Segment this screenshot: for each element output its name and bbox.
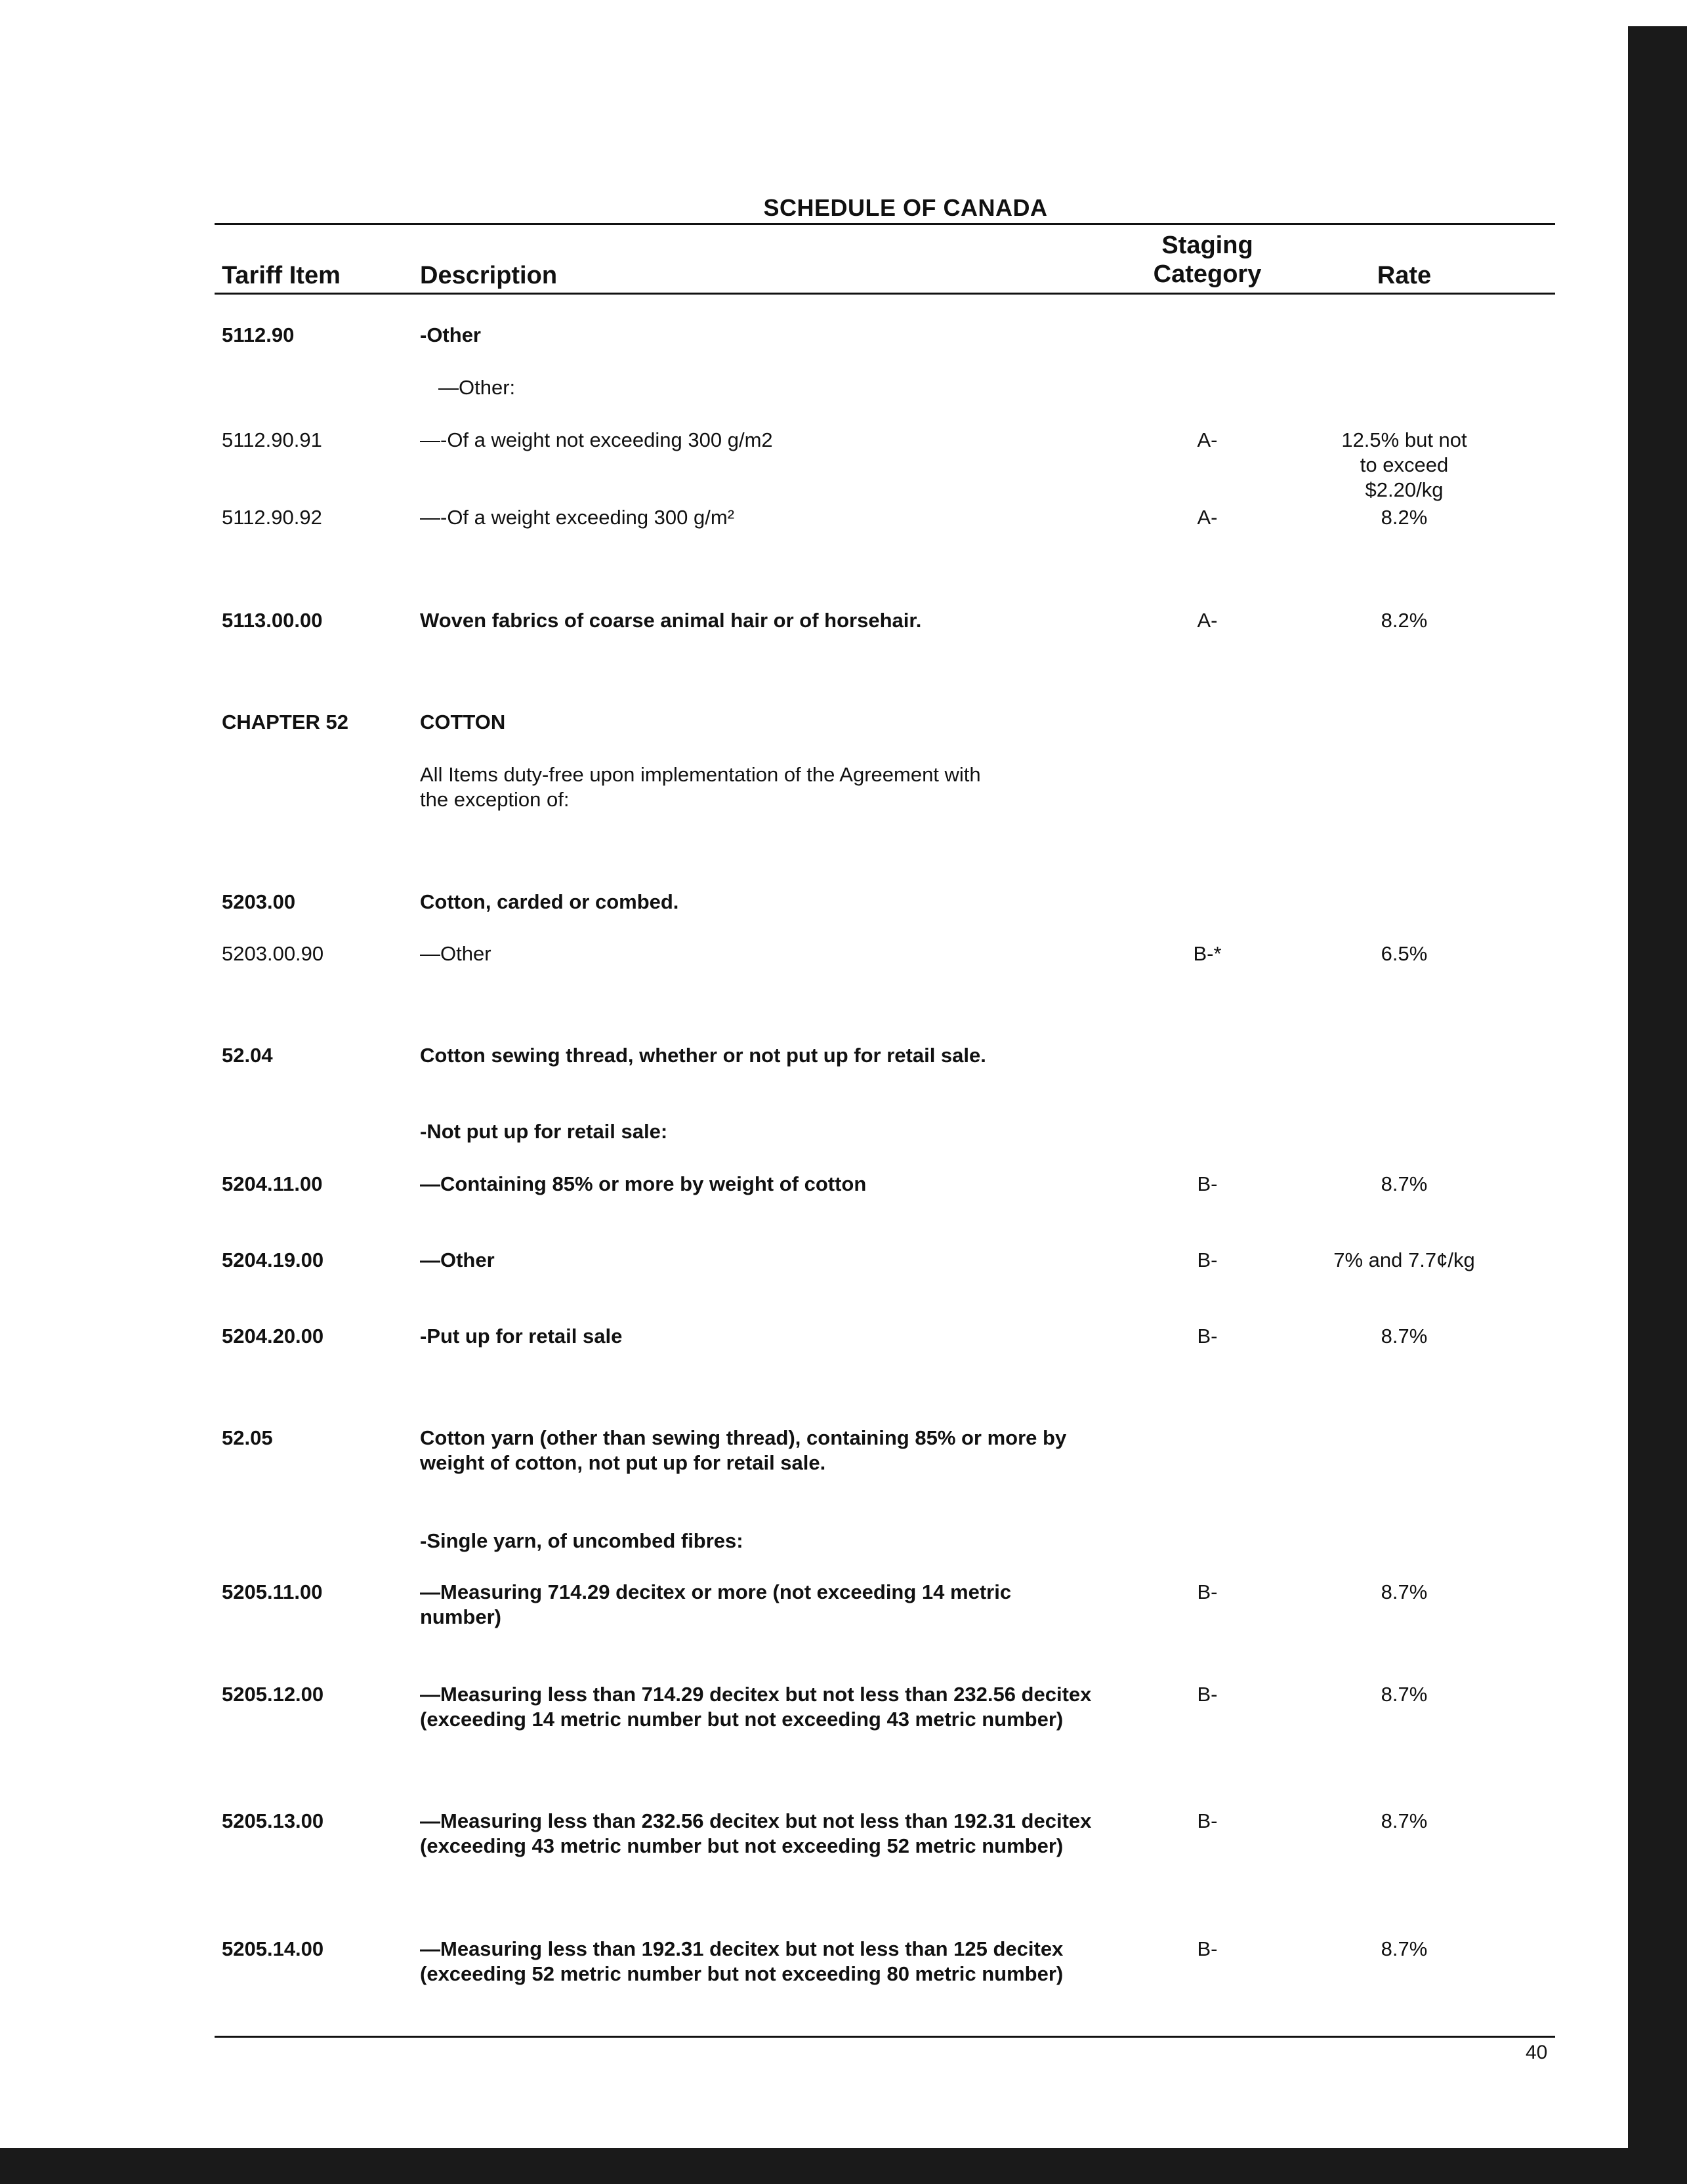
row-8-rate: 6.5% [1381,942,1428,965]
row-12-desc: —Other [420,1248,495,1271]
row-18-desc: —Measuring less than 232.56 decitex but not less than 192.31 decitex (exceeding 43 metric number but not exceeding 52 metric number) [420,1809,1092,1857]
row-1-desc: —Other: [438,376,516,399]
row-5-item: CHAPTER 52 [222,711,348,733]
row-17-desc: —Measuring less than 714.29 decitex but not less than 232.56 decitex (exceeding 14 metric number but not exceeding 43 metric number) [420,1683,1092,1731]
row-18-rate: 8.7% [1381,1809,1428,1832]
row-16-rate: 8.7% [1381,1580,1428,1603]
row-8-desc: —Other [420,942,491,965]
row-12-item: 5204.19.00 [222,1248,324,1271]
header-staging-category: Staging Category [1153,232,1262,288]
row-10-desc: -Not put up for retail sale: [420,1120,668,1143]
row-11-rate: 8.7% [1381,1172,1428,1195]
row-11-stage: B- [1197,1172,1218,1195]
row-17-stage: B- [1197,1683,1218,1706]
row-8-stage: B-* [1193,942,1222,965]
row-3-desc: —-Of a weight exceeding 300 g/m² [420,506,735,529]
row-0-item: 5112.90 [222,323,295,346]
row-2-stage: A- [1197,428,1218,451]
row-16-desc: —Measuring 714.29 decitex or more (not exceeding 14 metric number) [420,1580,1012,1628]
row-19-item: 5205.14.00 [222,1937,324,1960]
page-title: SCHEDULE OF CANADA [763,194,1048,221]
row-2-item: 5112.90.91 [222,428,322,451]
row-4-stage: A- [1197,609,1218,632]
row-19-rate: 8.7% [1381,1937,1428,1960]
row-4-item: 5113.00.00 [222,609,323,632]
header-rate: Rate [1377,262,1432,289]
row-15-desc: -Single yarn, of uncombed fibres: [420,1529,743,1552]
top-rule [215,223,1555,225]
row-19-stage: B- [1197,1937,1218,1960]
row-14-desc: Cotton yarn (other than sewing thread), containing 85% or more by weight of cotton, not put up for retail sale. [420,1426,1067,1474]
scan-edge-right [1628,26,1687,2158]
scan-edge-bottom [0,2148,1687,2184]
row-17-item: 5205.12.00 [222,1683,324,1706]
row-3-stage: A- [1197,506,1218,529]
row-13-item: 5204.20.00 [222,1325,324,1348]
row-18-item: 5205.13.00 [222,1809,324,1832]
row-7-desc: Cotton, carded or combed. [420,890,679,913]
row-2-rate: 12.5% but not to exceed $2.20/kg [1341,428,1467,501]
row-14-item: 52.05 [222,1426,273,1449]
row-17-rate: 8.7% [1381,1683,1428,1706]
row-19-desc: —Measuring less than 192.31 decitex but not less than 125 decitex (exceeding 52 metric number but not exceeding 80 metric number) [420,1937,1064,1985]
row-2-desc: —-Of a weight not exceeding 300 g/m2 [420,428,773,451]
header-description: Description [420,262,558,289]
row-7-item: 5203.00 [222,890,296,913]
row-11-item: 5204.11.00 [222,1172,323,1195]
row-3-rate: 8.2% [1381,506,1428,529]
row-9-desc: Cotton sewing thread, whether or not put up for retail sale. [420,1044,986,1067]
header-rule [215,293,1555,295]
row-13-rate: 8.7% [1381,1325,1428,1348]
row-11-desc: —Containing 85% or more by weight of cotton [420,1172,867,1195]
row-9-item: 52.04 [222,1044,273,1067]
bottom-rule [215,2036,1555,2038]
row-8-item: 5203.00.90 [222,942,324,965]
row-0-desc: -Other [420,323,481,346]
row-6-desc: All Items duty-free upon implementation of the Agreement with the exception of: [420,763,981,811]
row-16-stage: B- [1197,1580,1218,1603]
row-3-item: 5112.90.92 [222,506,322,529]
page-number: 40 [1526,2042,1548,2063]
row-5-desc: COTTON [420,711,506,733]
row-12-stage: B- [1197,1248,1218,1271]
row-13-desc: -Put up for retail sale [420,1325,623,1348]
row-4-desc: Woven fabrics of coarse animal hair or of horsehair. [420,609,922,632]
row-13-stage: B- [1197,1325,1218,1348]
header-tariff-item: Tariff Item [222,262,341,289]
row-18-stage: B- [1197,1809,1218,1832]
row-4-rate: 8.2% [1381,609,1428,632]
row-16-item: 5205.11.00 [222,1580,323,1603]
row-12-rate: 7% and 7.7¢/kg [1333,1248,1475,1271]
